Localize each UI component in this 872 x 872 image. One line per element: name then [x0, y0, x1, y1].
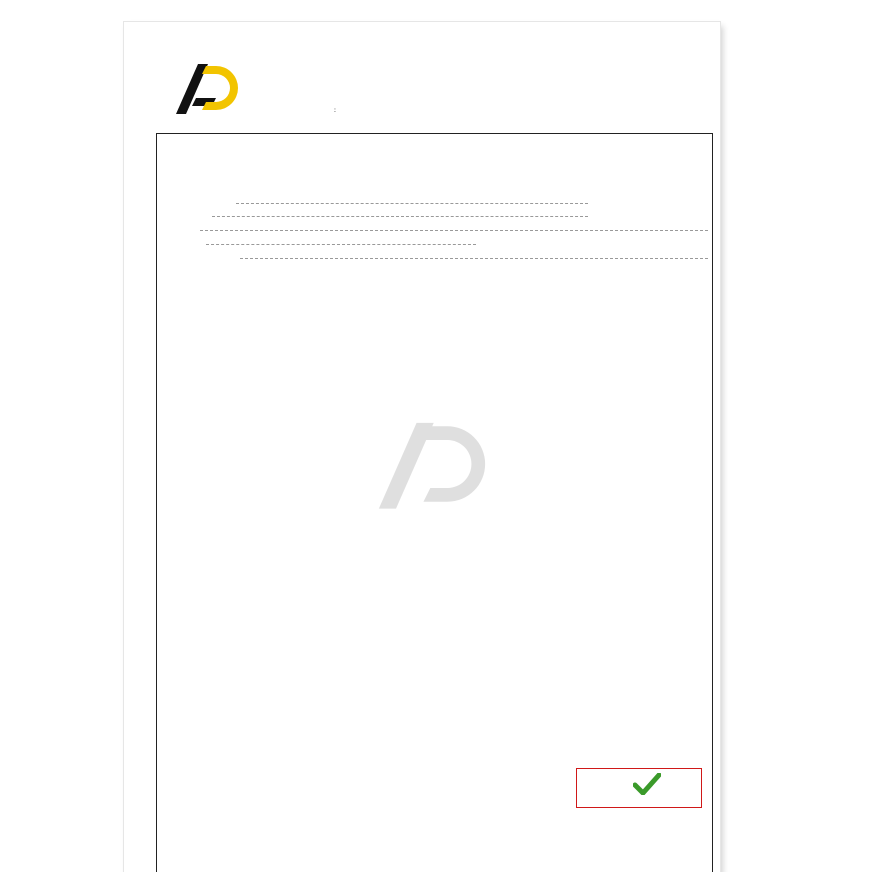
watermark-logo: [372, 404, 492, 535]
frame-right: [712, 133, 713, 872]
company-logo: [172, 58, 242, 134]
buyer-address-line: [200, 230, 708, 231]
invoice-page: [124, 22, 720, 872]
frame-top: [156, 133, 712, 134]
seller-tax-boxes: :: [334, 106, 336, 114]
buyer-payment-line: [240, 258, 708, 259]
buyer-unit-line: [212, 216, 588, 217]
buyer-account-line: [206, 244, 476, 245]
check-icon: [633, 773, 661, 795]
buyer-name-line: [236, 203, 588, 204]
digital-signature-box: [576, 768, 702, 808]
frame-left: [156, 133, 157, 872]
